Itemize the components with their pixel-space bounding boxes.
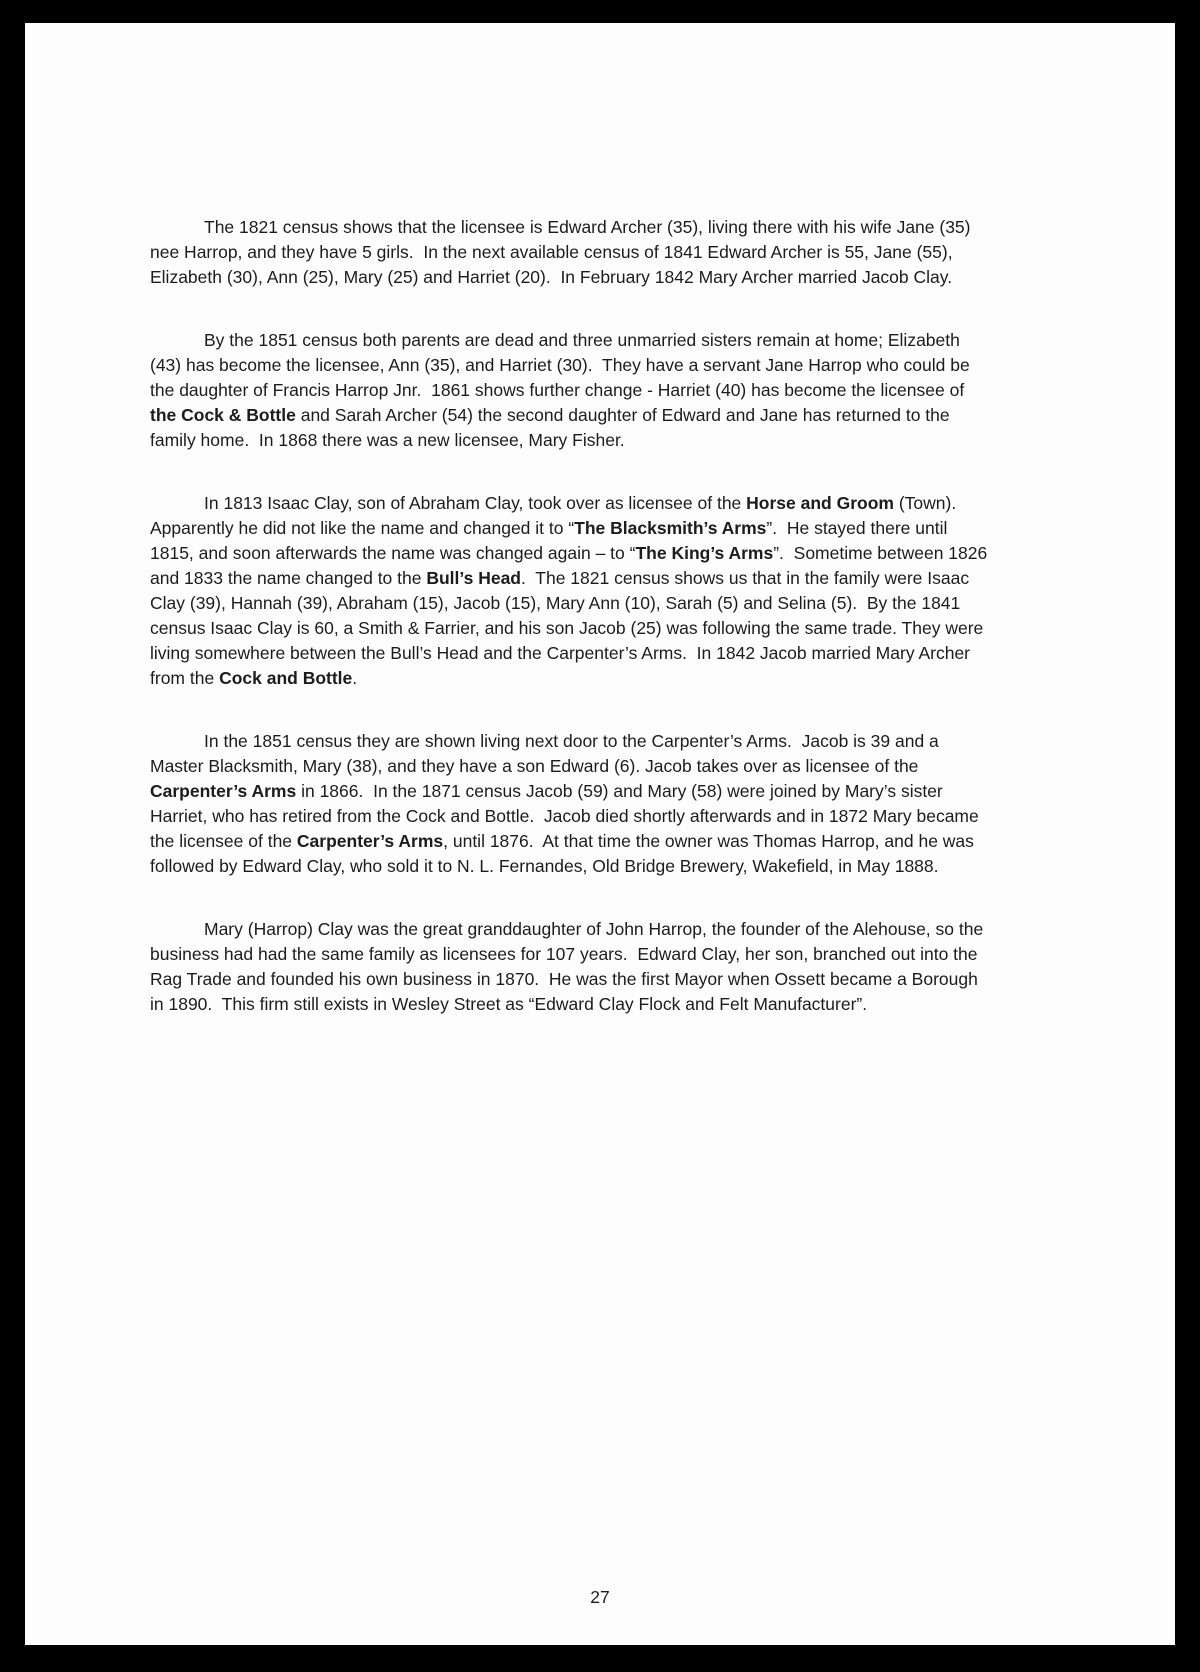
bold-text-run: Horse and Groom — [746, 493, 894, 513]
text-run: ”. He stayed there until — [766, 518, 948, 538]
text-run: The 1821 census shows that the licensee is Edward Archer (35), living there with his wife Jane (35) — [204, 217, 971, 237]
bold-text-run: The Blacksmith’s Arms — [574, 518, 767, 538]
text-run: Master Blacksmith, Mary (38), and they have a son Edward (6). Jacob takes over as licensee of the — [150, 756, 919, 776]
text-run: family home. In 1868 there was a new licensee, Mary Fisher. — [150, 430, 625, 450]
text-run: 1815, and soon afterwards the name was changed again – to “ — [150, 543, 636, 563]
text-run: and Sarah Archer (54) the second daughter of Edward and Jane has returned to the — [295, 405, 950, 425]
text-run: (43) has become the licensee, Ann (35), and Harriet (30). They have a servant Jane Harrop who could be — [150, 355, 970, 375]
text-run: Harriet, who has retired from the Cock and Bottle. Jacob died shortly afterwards and in 1872 Mary became — [150, 806, 979, 826]
paragraph — [150, 491, 995, 691]
text-run: By the 1851 census both parents are dead and three unmarried sisters remain at home; Elizabeth — [204, 330, 960, 350]
text-run: from the — [150, 668, 220, 688]
page-body-text — [25, 23, 1175, 1017]
text-run: living somewhere between the Bull’s Head and the Carpenter’s Arms. In 1842 Jacob married Mary Archer — [150, 643, 971, 663]
document-page — [25, 23, 1175, 1645]
text-run: ”. Sometime between 1826 — [773, 543, 988, 563]
text-run: In 1813 Isaac Clay, son of Abraham Clay, took over as licensee of the — [204, 493, 747, 513]
bold-text-run: the Cock & Bottle — [150, 405, 296, 425]
text-run: In the 1851 census they are shown living next door to the Carpenter’s Arms. Jacob is 39 and a — [204, 731, 939, 751]
paragraph — [150, 215, 995, 290]
paragraph — [150, 328, 995, 453]
bold-text-run: The King’s Arms — [635, 543, 774, 563]
bold-text-run: Carpenter’s Arms — [150, 781, 297, 801]
text-run: . The 1821 census shows us that in the family were Isaac — [521, 568, 970, 588]
text-run: the licensee of the — [150, 831, 297, 851]
page-number: 27 — [590, 1587, 610, 1607]
bold-text-run: Cock and Bottle — [219, 668, 353, 688]
paragraph — [150, 729, 995, 879]
paragraph — [150, 917, 995, 1017]
bold-text-run: Bull’s Head — [426, 568, 521, 588]
text-run: census Isaac Clay is 60, a Smith & Farrier, and his son Jacob (25) was following the same trade. They were — [150, 618, 984, 638]
text-run: the daughter of Francis Harrop Jnr. 1861 shows further change - Harriet (40) has become the licensee of — [150, 380, 965, 400]
text-run: in 1890. This firm still exists in Wesley Street as “Edward Clay Flock and Felt Manufacturer”. — [150, 994, 868, 1014]
bold-text-run: Carpenter’s Arms — [296, 831, 444, 851]
text-run: in 1866. In the 1871 census Jacob (59) and Mary (58) were joined by Mary’s sister — [296, 781, 943, 801]
text-run: followed by Edward Clay, who sold it to N. L. Fernandes, Old Bridge Brewery, Wakefield, in May 1888. — [150, 856, 939, 876]
text-run: Rag Trade and founded his own business in 1870. He was the first Mayor when Ossett became a Borough — [150, 969, 978, 989]
text-run: nee Harrop, and they have 5 girls. In the next available census of 1841 Edward Archer is 55, Jane (55), — [150, 242, 953, 262]
text-run: , until 1876. At that time the owner was Thomas Harrop, and he was — [443, 831, 974, 851]
text-run: Apparently he did not like the name and changed it to “ — [150, 518, 575, 538]
text-run: . — [352, 668, 358, 688]
text-run: Clay (39), Hannah (39), Abraham (15), Jacob (15), Mary Ann (10), Sarah (5) and Selina (5). By the 1841 — [150, 593, 961, 613]
text-run: and 1833 the name changed to the — [150, 568, 427, 588]
text-run: business had had the same family as licensees for 107 years. Edward Clay, her son, branched out into the — [150, 944, 978, 964]
text-run: Elizabeth (30), Ann (25), Mary (25) and Harriet (20). In February 1842 Mary Archer married Jacob Clay. — [150, 267, 953, 287]
text-run: Mary (Harrop) Clay was the great granddaughter of John Harrop, the founder of the Alehouse, so the — [204, 919, 984, 939]
text-run: (Town). — [893, 493, 957, 513]
